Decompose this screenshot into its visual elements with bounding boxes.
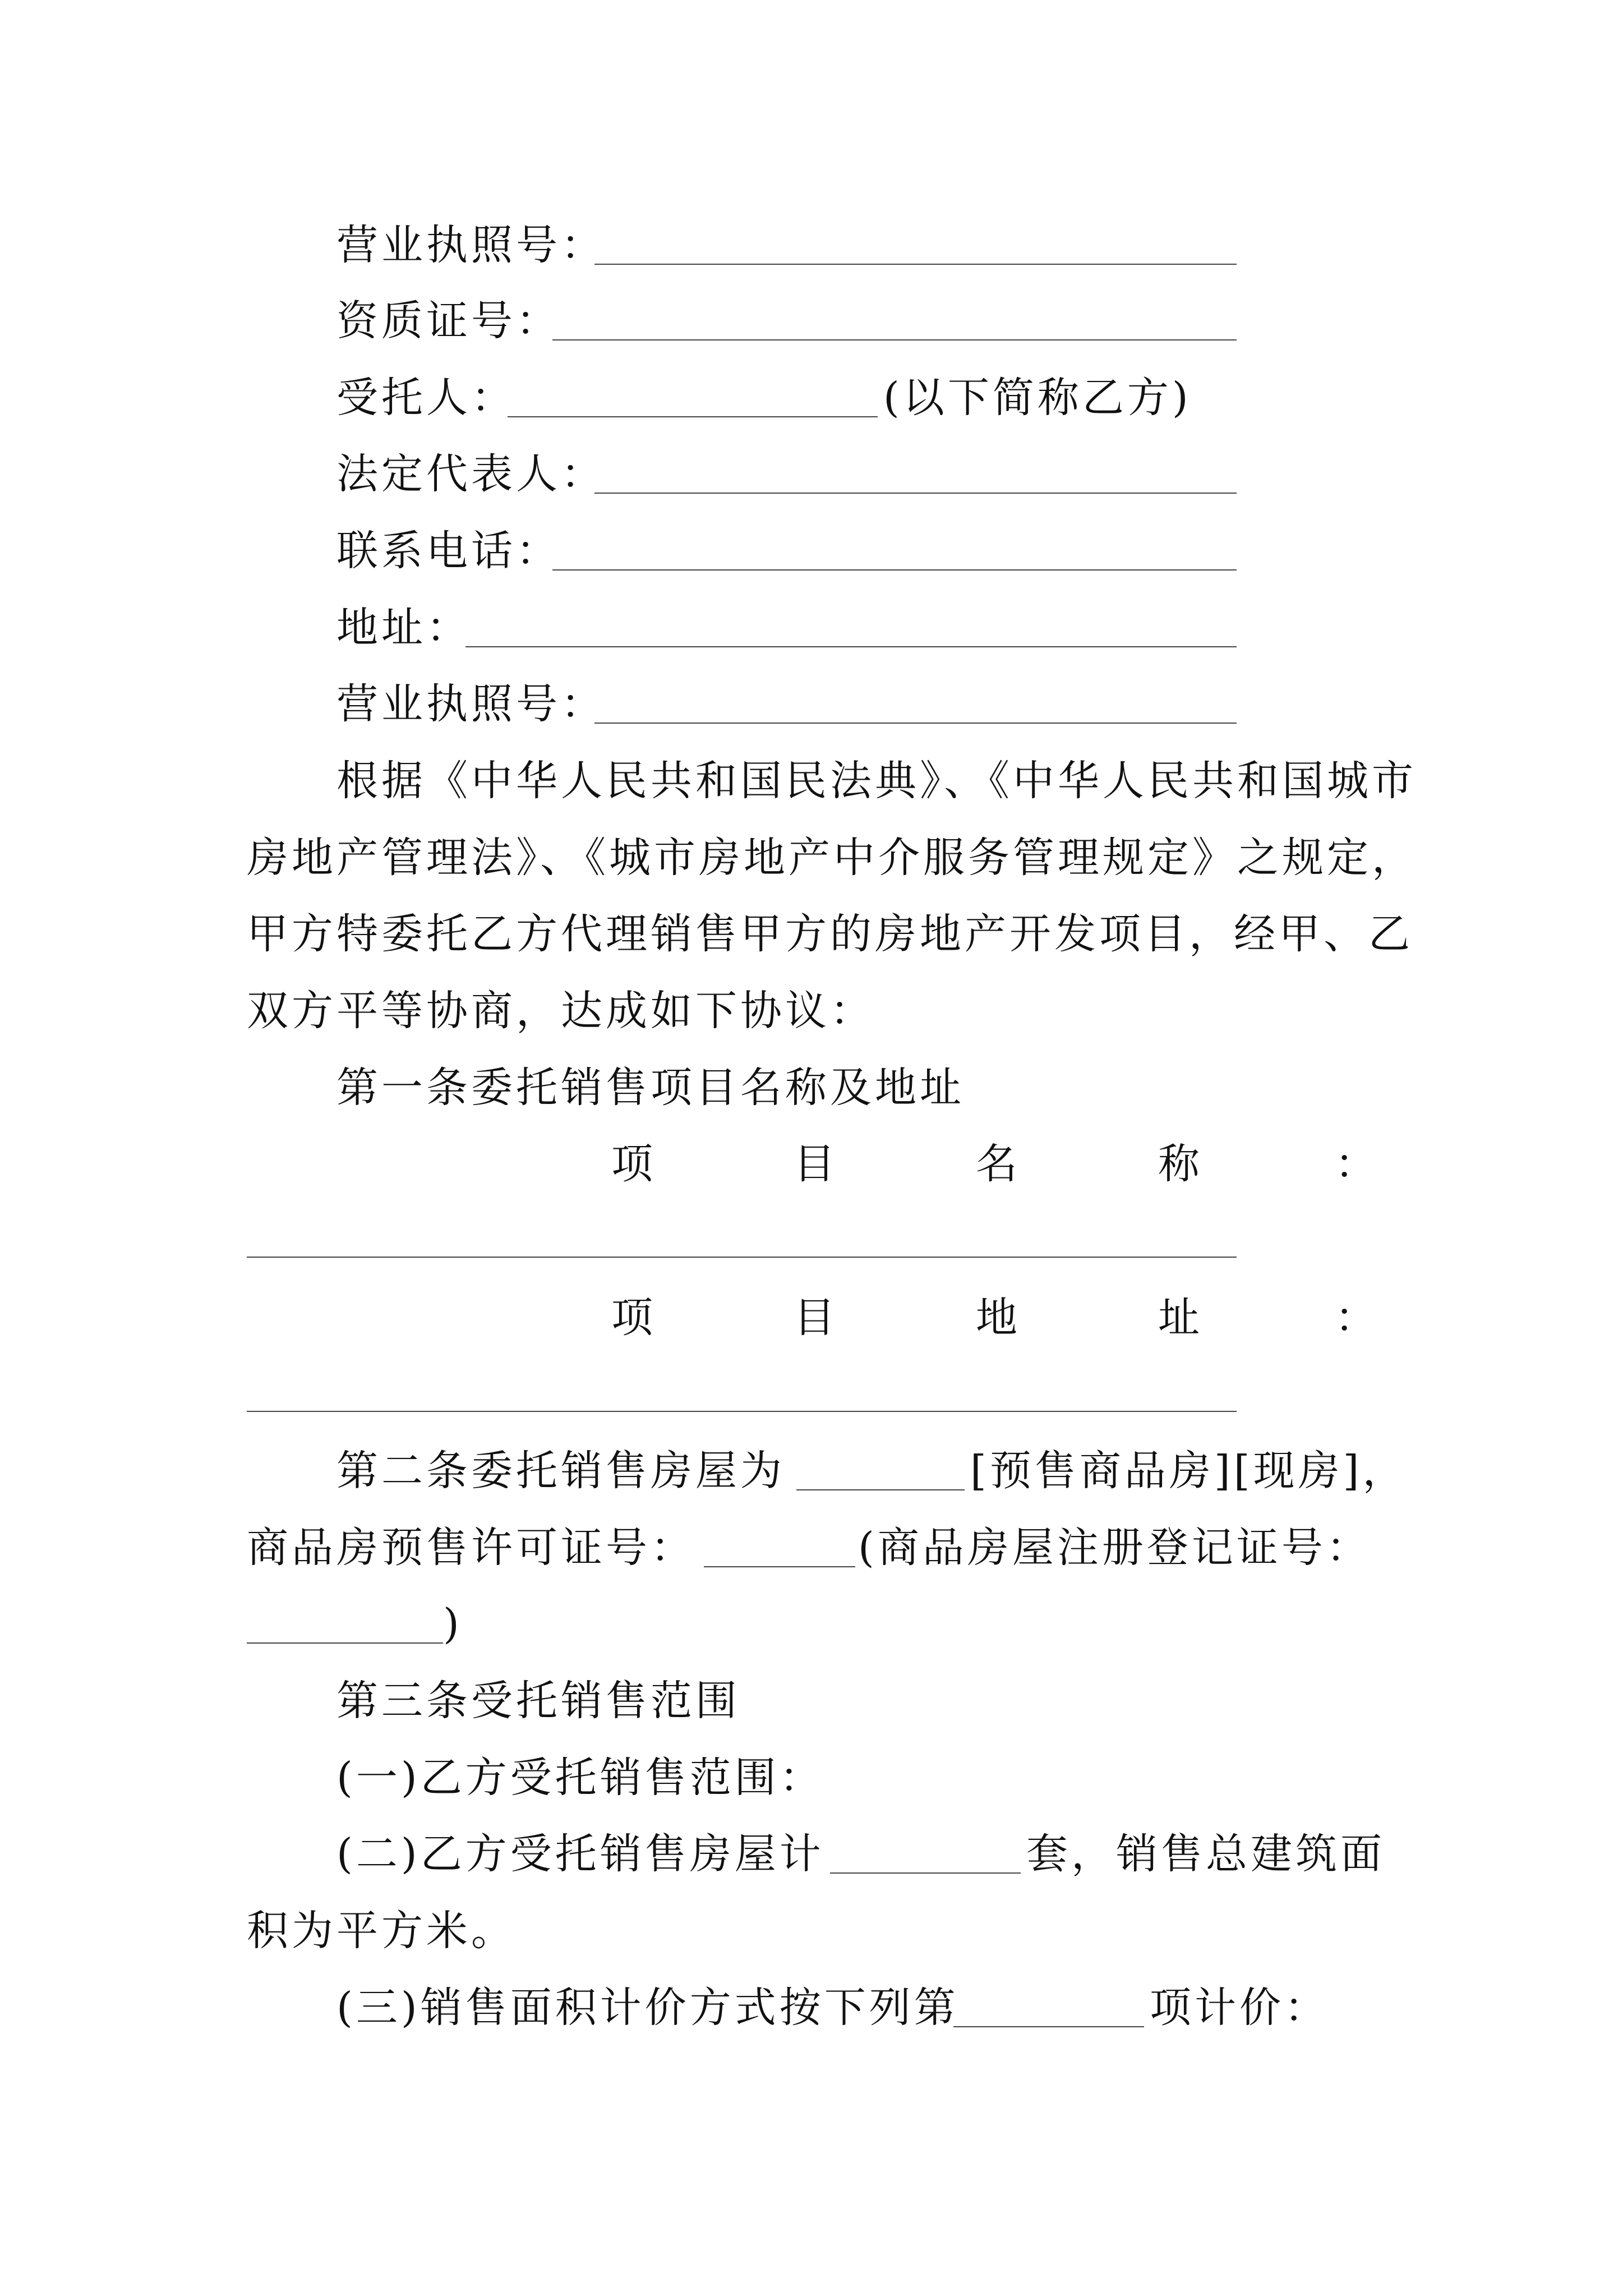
article-1-heading [336, 1064, 965, 1112]
article-2-text-1b: [预售商品房][现房]， [970, 1447, 1408, 1495]
legal-rep-label: 法定代表人： [336, 450, 606, 498]
qualification-number-blank[interactable] [552, 339, 1237, 341]
house-type-blank[interactable] [796, 1489, 965, 1490]
project-name-char-4: 称 [1158, 1140, 1200, 1188]
preamble-line-3 [247, 910, 1413, 958]
project-address-blank[interactable] [247, 1411, 1237, 1412]
preamble-line-1 [336, 757, 1417, 805]
article-3-heading [336, 1677, 740, 1725]
article-3-heading-text: 第三条受托销售范围 [336, 1677, 740, 1725]
article-3-item-3b-text: 项计价： [1150, 1984, 1329, 2032]
trustee-blank[interactable] [508, 416, 878, 417]
preamble-text-2: 房地产管理法》、《城市房地产中介服务管理规定》之规定， [247, 834, 1417, 882]
article-3-item-3a [336, 1984, 959, 2032]
preamble-line-2 [247, 834, 1417, 882]
license-number-row-2 [336, 680, 606, 728]
project-name-char-2: 目 [794, 1140, 835, 1188]
article-3-item-3a-text: (三)销售面积计价方式按下列第 [336, 1984, 959, 2032]
legal-rep-blank[interactable] [594, 493, 1237, 494]
project-name-char-3: 名 [976, 1140, 1017, 1188]
address-row [336, 604, 471, 652]
project-address-colon: ： [1335, 1294, 1376, 1342]
article-3-item-2a-text: (二)乙方受托销售房屋计 [336, 1830, 824, 1878]
article-3-item-2-line-2-text: 积为平方米。 [247, 1907, 516, 1955]
pricing-method-blank[interactable] [953, 2026, 1144, 2027]
preamble-text-1: 根据《中华人民共和国民法典》、《中华人民共和国城市 [336, 757, 1417, 805]
project-address-char-2: 目 [794, 1294, 835, 1342]
qualification-number-label: 资质证号： [336, 297, 561, 345]
article-2-line-2b [858, 1524, 1371, 1572]
presale-permit-blank[interactable] [704, 1566, 855, 1567]
address-label: 地址： [336, 604, 471, 652]
preamble-text-3: 甲方特委托乙方代理销售甲方的房地产开发项目，经甲、乙 [247, 910, 1413, 958]
article-3-item-3b [1150, 1984, 1329, 2032]
article-3-item-1-text: (一)乙方受托销售范围： [336, 1754, 824, 1802]
article-1-heading-text: 第一条委托销售项目名称及地址 [336, 1064, 965, 1112]
article-3-item-2a [336, 1830, 824, 1878]
article-2-line-2a [247, 1524, 695, 1572]
project-name-colon: ： [1335, 1140, 1376, 1188]
article-2-closing-paren: ) [443, 1600, 463, 1648]
article-3-item-2-line-2 [247, 1907, 516, 1955]
article-3-item-1 [336, 1754, 824, 1802]
license-number-row [336, 221, 606, 269]
license-number-label: 营业执照号： [336, 221, 606, 269]
project-address-char-1: 项 [611, 1294, 653, 1342]
license-number-blank[interactable] [594, 264, 1237, 265]
project-name-blank[interactable] [247, 1257, 1237, 1258]
phone-label: 联系电话： [336, 527, 561, 575]
article-3-item-2b [1026, 1830, 1385, 1878]
article-2-text-1a: 第二条委托销售房屋为 [336, 1447, 785, 1495]
article-2-line-1a [336, 1447, 785, 1495]
article-2-text-2a: 商品房预售许可证号： [247, 1524, 695, 1572]
registration-number-blank[interactable] [247, 1642, 443, 1644]
license-number-label-2: 营业执照号： [336, 680, 606, 728]
preamble-text-4: 双方平等协商，达成如下协议： [247, 987, 875, 1035]
article-2-line-3 [443, 1600, 463, 1648]
legal-rep-row [336, 450, 606, 498]
preamble-line-4 [247, 987, 875, 1035]
phone-row [336, 527, 561, 575]
license-number-blank-2[interactable] [594, 723, 1237, 724]
trustee-label: 受托人： [336, 374, 516, 422]
project-name-char-1: 项 [611, 1140, 653, 1188]
article-3-item-2b-text: 套，销售总建筑面 [1026, 1830, 1385, 1878]
address-blank[interactable] [465, 646, 1237, 647]
trustee-suffix-text: (以下简称乙方) [883, 374, 1192, 422]
project-address-char-3: 地 [976, 1294, 1017, 1342]
trustee-suffix [883, 374, 1192, 422]
qualification-number-row [336, 297, 561, 345]
phone-blank[interactable] [552, 569, 1237, 570]
article-2-text-2b: (商品房屋注册登记证号： [858, 1524, 1371, 1572]
house-count-blank[interactable] [830, 1872, 1021, 1874]
trustee-row [336, 374, 516, 422]
project-address-char-4: 址 [1158, 1294, 1200, 1342]
article-2-line-1b [970, 1447, 1408, 1495]
